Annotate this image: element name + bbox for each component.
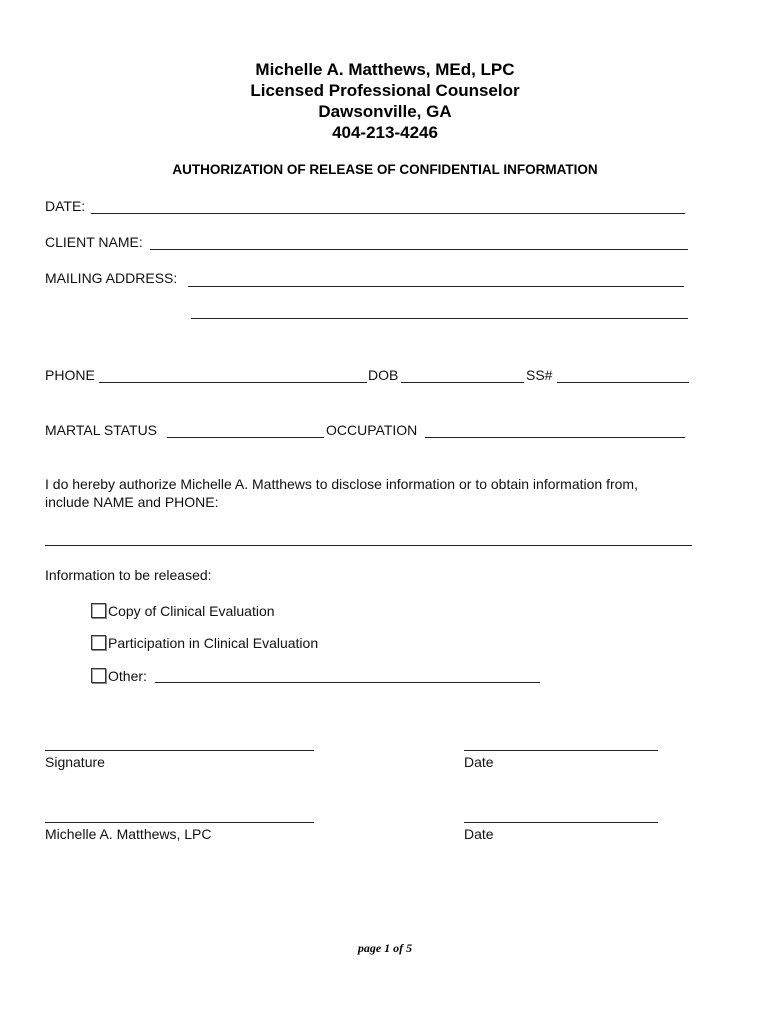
dob-field[interactable]: [401, 382, 524, 383]
practice-location: Dawsonville, GA: [318, 102, 452, 121]
occupation-field[interactable]: [425, 437, 685, 438]
checkbox-participation-evaluation[interactable]: [91, 635, 106, 650]
client-name-field[interactable]: [150, 249, 688, 250]
other-field[interactable]: [155, 682, 540, 683]
authorization-text-line2: include NAME and PHONE:: [45, 494, 219, 510]
practice-phone: 404-213-4246: [332, 123, 438, 142]
authorization-text-line1: I do hereby authorize Michelle A. Matthews to disclose information or to obtain information from,: [45, 476, 638, 492]
signature-label: Signature: [45, 754, 105, 770]
counselor-signature-field[interactable]: [45, 822, 314, 823]
option-participation-evaluation-label: Participation in Clinical Evaluation: [108, 635, 319, 651]
page-number: page 1 of 5: [357, 941, 413, 955]
marital-status-label: MARTAL STATUS: [45, 422, 158, 438]
date-label: DATE:: [45, 198, 86, 214]
phone-label: PHONE: [45, 367, 95, 383]
counselor-date-label: Date: [464, 826, 494, 842]
practitioner-name: Michelle A. Matthews, MEd, LPC: [255, 60, 515, 79]
counselor-signature-label: Michelle A. Matthews, LPC: [45, 826, 212, 842]
ssn-field[interactable]: [557, 382, 689, 383]
ssn-label: SS#: [526, 367, 553, 383]
phone-field[interactable]: [99, 382, 367, 383]
marital-status-field[interactable]: [167, 437, 324, 438]
counselor-signature-date-field[interactable]: [464, 822, 658, 823]
authorized-party-field[interactable]: [45, 545, 692, 546]
checkbox-copy-evaluation[interactable]: [91, 603, 106, 618]
checkbox-other[interactable]: [91, 668, 106, 683]
release-heading: Information to be released:: [45, 567, 212, 583]
mailing-address-label: MAILING ADDRESS:: [45, 270, 178, 286]
form-title: AUTHORIZATION OF RELEASE OF CONFIDENTIAL INFORMATION: [172, 162, 598, 177]
mailing-address-field[interactable]: [188, 286, 684, 287]
practitioner-credential: Licensed Professional Counselor: [250, 81, 520, 100]
client-signature-date-field[interactable]: [464, 750, 658, 751]
client-name-label: CLIENT NAME:: [45, 234, 143, 250]
dob-label: DOB: [368, 367, 399, 383]
signature-date-label: Date: [464, 754, 494, 770]
occupation-label: OCCUPATION: [326, 422, 418, 438]
date-field[interactable]: [91, 213, 685, 214]
client-signature-field[interactable]: [45, 750, 314, 751]
option-copy-evaluation-label: Copy of Clinical Evaluation: [108, 603, 275, 619]
option-other-label: Other:: [108, 668, 147, 684]
mailing-address-field-2[interactable]: [191, 318, 688, 319]
